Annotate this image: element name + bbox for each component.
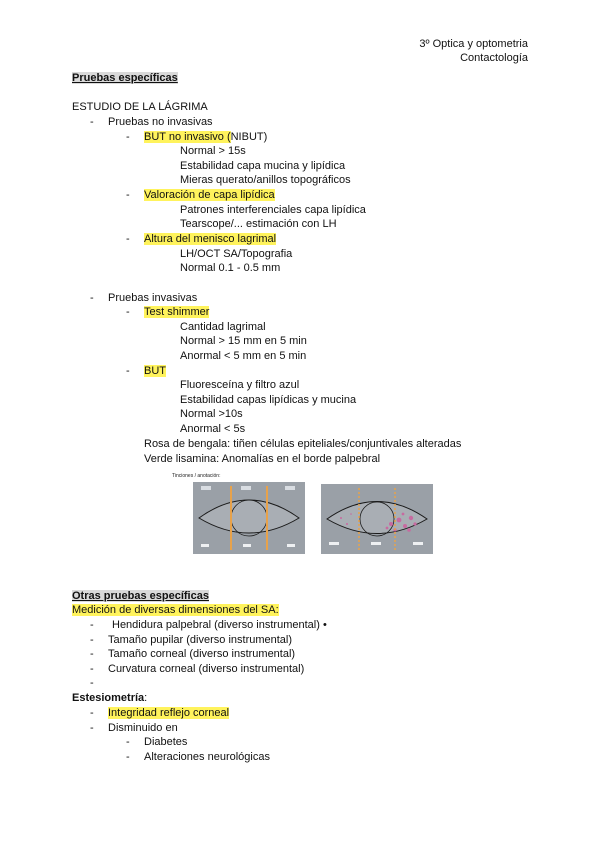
bullet-dash: - — [90, 722, 94, 734]
detail-text: Estabilidad capa mucina y lipídica — [180, 160, 346, 172]
bullet-dash: - — [90, 677, 94, 689]
list-item-corneal: Tamaño corneal (diverso instrumental) — [108, 648, 296, 660]
list-item-pupilar: Tamaño pupilar (diverso instrumental) — [108, 634, 293, 646]
detail-text: Fluoresceína y filtro azul — [180, 379, 300, 391]
detail-text: Normal > 15 mm en 5 min — [180, 335, 307, 347]
detail-text: Mieras querato/anillos topográficos — [180, 174, 351, 186]
bullet-dash: - — [90, 663, 94, 675]
detail-text: Normal > 15s — [180, 145, 246, 157]
detail-text: Anormal < 5 mm en 5 min — [180, 350, 307, 362]
list-item-no-invasivas: Pruebas no invasivas — [108, 116, 213, 128]
list-item-disminuido: Disminuido en — [108, 722, 178, 734]
detail-rosa-bengala: Rosa de bengala: tiñen células epiteliales/conjuntivales alteradas — [144, 438, 462, 450]
bullet-dash: - — [90, 292, 94, 304]
bullet-dash: - — [126, 131, 130, 143]
eye-figure-left — [193, 482, 305, 554]
bullet-dash: - — [126, 365, 130, 377]
detail-text: Normal >10s — [180, 408, 243, 420]
detail-verde-lisamina: Verde lisamina: Anomalías en el borde palpebral — [144, 453, 381, 465]
detail-text: Anormal < 5s — [180, 423, 246, 435]
list-item-menisco: Altura del menisco lagrimal — [144, 233, 277, 245]
section-title-otras: Otras pruebas específicas — [72, 590, 209, 602]
bullet-dash: - — [126, 189, 130, 201]
list-item-curvatura: Curvatura corneal (diverso instrumental) — [108, 663, 305, 675]
bullet-dash: - — [126, 233, 130, 245]
section-title-estesiometria: Estesiometría: — [72, 692, 148, 704]
eye-diagram-right — [321, 484, 433, 554]
figure-caption: Tinciones / anotación: — [172, 473, 221, 479]
list-item-hendidura: Hendidura palpebral (diverso instrumental) • — [112, 619, 327, 631]
bullet-dash: - — [90, 707, 94, 719]
list-item-invasivas: Pruebas invasivas — [108, 292, 198, 304]
bullet-dash: - — [90, 619, 94, 631]
bullet-dash: - — [126, 306, 130, 318]
section-subtitle-dimensiones: Medición de diversas dimensiones del SA: — [72, 604, 279, 616]
detail-text: LH/OCT SA/Topografia — [180, 248, 293, 260]
sub-item-neurologicas: Alteraciones neurológicas — [144, 751, 270, 763]
bullet-dash: - — [126, 736, 130, 748]
sub-item-diabetes: Diabetes — [144, 736, 188, 748]
section-subtitle-lagrima: ESTUDIO DE LA LÁGRIMA — [72, 101, 208, 113]
list-item-reflejo: Integridad reflejo corneal — [108, 707, 230, 719]
detail-text: Estabilidad capas lipídicas y mucina — [180, 394, 357, 406]
detail-text: Normal 0.1 - 0.5 mm — [180, 262, 281, 274]
section-title-pruebas: Pruebas específicas — [72, 72, 178, 84]
eye-figure-right — [321, 484, 433, 554]
detail-text: Cantidad lagrimal — [180, 321, 266, 333]
bullet-dash: - — [90, 634, 94, 646]
eye-diagram-left — [193, 482, 305, 554]
list-item-but: BUT — [144, 365, 166, 377]
header-course: 3º Optica y optometria — [419, 38, 528, 50]
list-item-nibut: BUT no invasivo (NIBUT) — [144, 131, 268, 143]
bullet-dash: - — [90, 648, 94, 660]
list-item-capa-lipidica: Valoración de capa lipídica — [144, 189, 275, 201]
header-subject: Contactología — [460, 52, 528, 64]
bullet-dash: - — [90, 116, 94, 128]
bullet-dash: - — [126, 751, 130, 763]
list-item-shimmer: Test shimmer — [144, 306, 210, 318]
detail-text: Tearscope/... estimación con LH — [180, 218, 337, 230]
detail-text: Patrones interferenciales capa lipídica — [180, 204, 366, 216]
